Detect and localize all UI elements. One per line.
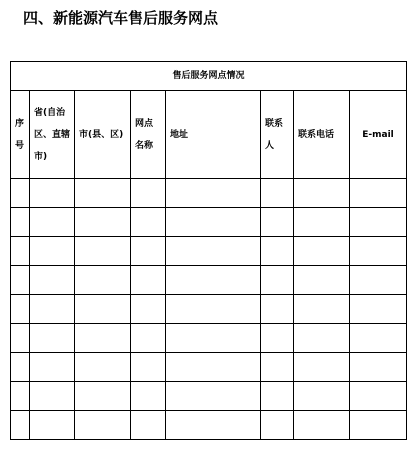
- table-cell[interactable]: [30, 324, 75, 353]
- header-seq-line-1: 序: [15, 118, 25, 129]
- table-caption: 售后服务网点情况: [11, 62, 407, 91]
- table-cell[interactable]: [350, 179, 407, 208]
- table-cell[interactable]: [166, 208, 261, 237]
- table-cell[interactable]: [11, 353, 30, 382]
- header-contact: [261, 91, 294, 179]
- header-address: 地址: [166, 91, 261, 179]
- table-cell[interactable]: [131, 237, 166, 266]
- table-cell[interactable]: [261, 324, 294, 353]
- table-cell[interactable]: [166, 411, 261, 440]
- table-cell[interactable]: [350, 237, 407, 266]
- header-outlet-name: [131, 91, 166, 179]
- table-cell[interactable]: [350, 324, 407, 353]
- header-province-line-1: 省(自治: [34, 107, 66, 118]
- table-cell[interactable]: [131, 353, 166, 382]
- table-cell[interactable]: [75, 237, 131, 266]
- header-seq-line-2: 号: [15, 140, 25, 151]
- table-cell[interactable]: [75, 411, 131, 440]
- table-cell[interactable]: [350, 382, 407, 411]
- table-cell[interactable]: [75, 382, 131, 411]
- table-cell[interactable]: [75, 208, 131, 237]
- table-cell[interactable]: [166, 237, 261, 266]
- table-cell[interactable]: [261, 353, 294, 382]
- table-row: [11, 382, 407, 411]
- table-cell[interactable]: [75, 295, 131, 324]
- table-cell[interactable]: [261, 179, 294, 208]
- table-cell[interactable]: [30, 382, 75, 411]
- table-cell[interactable]: [350, 411, 407, 440]
- header-city: 市(县、区): [75, 91, 131, 179]
- table-cell[interactable]: [294, 208, 350, 237]
- table-cell[interactable]: [166, 295, 261, 324]
- table-cell[interactable]: [294, 295, 350, 324]
- table-cell[interactable]: [166, 324, 261, 353]
- table-row: [11, 295, 407, 324]
- table-cell[interactable]: [75, 324, 131, 353]
- header-outlet-name-line-2: 名称: [135, 140, 154, 151]
- header-seq: [11, 91, 30, 179]
- table-row: [11, 179, 407, 208]
- table-cell[interactable]: [294, 382, 350, 411]
- table-cell[interactable]: [294, 266, 350, 295]
- table-cell[interactable]: [261, 237, 294, 266]
- header-contact-line-1: 联系: [265, 118, 284, 129]
- table-cell[interactable]: [131, 295, 166, 324]
- table-cell[interactable]: [11, 411, 30, 440]
- table-cell[interactable]: [350, 266, 407, 295]
- table-cell[interactable]: [294, 411, 350, 440]
- table-cell[interactable]: [261, 266, 294, 295]
- table-cell[interactable]: [350, 353, 407, 382]
- table-cell[interactable]: [261, 411, 294, 440]
- table-cell[interactable]: [294, 353, 350, 382]
- table-cell[interactable]: [30, 295, 75, 324]
- table-cell[interactable]: [131, 266, 166, 295]
- table-cell[interactable]: [30, 208, 75, 237]
- table-cell[interactable]: [11, 382, 30, 411]
- table-row: [11, 324, 407, 353]
- table-cell[interactable]: [294, 179, 350, 208]
- table-cell[interactable]: [166, 266, 261, 295]
- table-row: [11, 266, 407, 295]
- table-cell[interactable]: [294, 237, 350, 266]
- table-cell[interactable]: [30, 237, 75, 266]
- table-cell[interactable]: [30, 266, 75, 295]
- table-row: [11, 237, 407, 266]
- service-outlet-table: [10, 61, 407, 440]
- header-email: E-mail: [350, 91, 407, 179]
- table-cell[interactable]: [11, 179, 30, 208]
- table-cell[interactable]: [11, 324, 30, 353]
- table-cell[interactable]: [11, 266, 30, 295]
- table-cell[interactable]: [11, 208, 30, 237]
- table-cell[interactable]: [166, 353, 261, 382]
- table-cell[interactable]: [75, 266, 131, 295]
- table-cell[interactable]: [75, 353, 131, 382]
- table-cell[interactable]: [166, 179, 261, 208]
- table-cell[interactable]: [166, 382, 261, 411]
- table-cell[interactable]: [350, 208, 407, 237]
- table-cell[interactable]: [30, 179, 75, 208]
- table-cell[interactable]: [261, 295, 294, 324]
- header-contact-line-2: 人: [265, 140, 275, 151]
- table-cell[interactable]: [30, 353, 75, 382]
- table-cell[interactable]: [11, 237, 30, 266]
- header-province: [30, 91, 75, 179]
- table-cell[interactable]: [131, 411, 166, 440]
- header-province-line-3: 市): [34, 151, 48, 162]
- table-cell[interactable]: [261, 382, 294, 411]
- header-outlet-name-line-1: 网点: [135, 118, 154, 129]
- table-cell[interactable]: [30, 411, 75, 440]
- header-province-line-2: 区、直辖: [34, 129, 71, 140]
- table-cell[interactable]: [131, 208, 166, 237]
- table-cell[interactable]: [75, 179, 131, 208]
- header-phone: 联系电话: [294, 91, 350, 179]
- table-row: [11, 411, 407, 440]
- table-cell[interactable]: [131, 382, 166, 411]
- table-cell[interactable]: [294, 324, 350, 353]
- table-cell[interactable]: [131, 324, 166, 353]
- section-heading: 四、新能源汽车售后服务网点: [23, 9, 219, 27]
- table-cell[interactable]: [11, 295, 30, 324]
- table-cell[interactable]: [261, 208, 294, 237]
- table-cell[interactable]: [131, 179, 166, 208]
- table-row: [11, 208, 407, 237]
- table-cell[interactable]: [350, 295, 407, 324]
- table-row: [11, 353, 407, 382]
